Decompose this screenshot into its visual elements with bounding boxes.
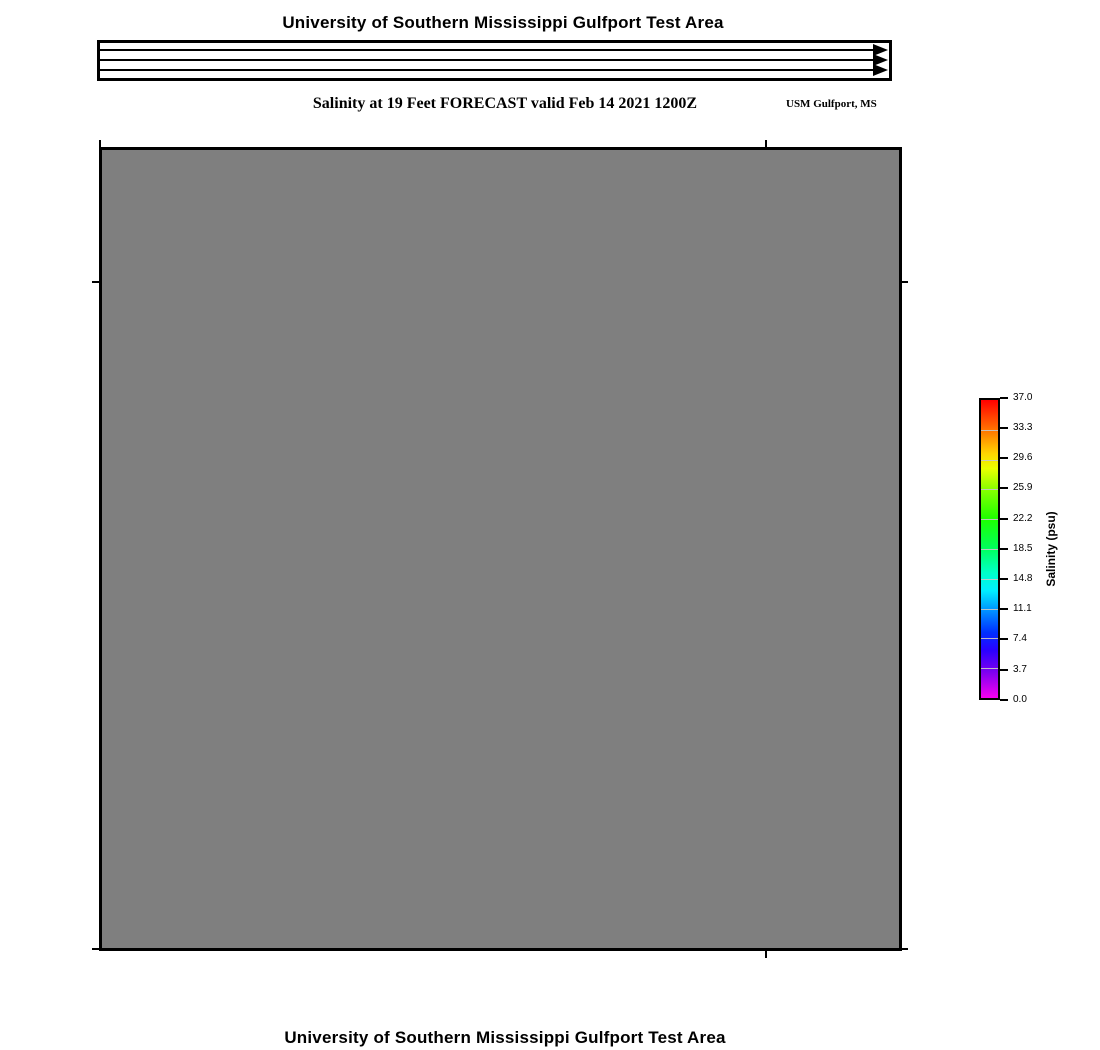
colorbar-tick bbox=[1000, 638, 1008, 640]
colorbar-tick-label: 0.0 bbox=[1013, 694, 1027, 705]
figure-title-top: University of Southern Mississippi Gulfport Test Area bbox=[282, 13, 724, 32]
colorbar-gridline bbox=[981, 579, 998, 580]
colorbar-tick bbox=[1000, 487, 1008, 489]
right-arrow-icon bbox=[873, 64, 888, 76]
colorbar-gridline bbox=[981, 430, 998, 431]
colorbar-tick bbox=[1000, 457, 1008, 459]
colorbar-tick-label: 18.5 bbox=[1013, 543, 1033, 554]
vector-arrow-shaft bbox=[100, 49, 873, 51]
map-plot-area bbox=[99, 147, 902, 951]
colorbar-tick bbox=[1000, 427, 1008, 429]
colorbar-gridline bbox=[981, 519, 998, 520]
colorbar-tick-label: 33.3 bbox=[1013, 422, 1033, 433]
forecast-subtitle: Salinity at 19 Feet FORECAST valid Feb 14 2021 1200Z bbox=[312, 95, 698, 112]
figure-title-bottom: University of Southern Mississippi Gulfport Test Area bbox=[284, 1028, 726, 1047]
vector-key-box bbox=[97, 40, 892, 81]
colorbar-gridline bbox=[981, 549, 998, 550]
colorbar-tick-label: 22.2 bbox=[1013, 513, 1033, 524]
colorbar-axis-label: Salinity (psu) bbox=[1044, 511, 1058, 587]
colorbar-tick-label: 25.9 bbox=[1013, 482, 1033, 493]
colorbar-tick bbox=[1000, 669, 1008, 671]
colorbar-tick-label: 3.7 bbox=[1013, 664, 1027, 675]
colorbar-tick bbox=[1000, 397, 1008, 399]
colorbar-tick bbox=[1000, 608, 1008, 610]
colorbar-tick bbox=[1000, 518, 1008, 520]
colorbar-gridline bbox=[981, 609, 998, 610]
colorbar-tick-label: 14.8 bbox=[1013, 573, 1033, 584]
map-tick-top bbox=[99, 140, 101, 147]
colorbar bbox=[979, 398, 1000, 700]
colorbar-tick bbox=[1000, 548, 1008, 550]
colorbar-tick-label: 7.4 bbox=[1013, 633, 1027, 644]
source-credit: USM Gulfport, MS bbox=[786, 98, 877, 110]
map-tick-left bbox=[92, 281, 99, 283]
map-tick-top bbox=[765, 140, 767, 147]
map-tick-left bbox=[92, 948, 99, 950]
colorbar-gridline bbox=[981, 668, 998, 669]
map-tick-right bbox=[901, 948, 908, 950]
colorbar-tick bbox=[1000, 578, 1008, 580]
colorbar-gridline bbox=[981, 638, 998, 639]
map-tick-right bbox=[901, 281, 908, 283]
map-tick-bottom bbox=[765, 951, 767, 958]
colorbar-gridline bbox=[981, 460, 998, 461]
colorbar-tick bbox=[1000, 699, 1008, 701]
colorbar-tick-label: 29.6 bbox=[1013, 452, 1033, 463]
colorbar-tick-label: 11.1 bbox=[1013, 603, 1032, 614]
vector-arrow-shaft bbox=[100, 69, 873, 71]
colorbar-tick-label: 37.0 bbox=[1013, 392, 1033, 403]
vector-arrow-shaft bbox=[100, 59, 873, 61]
colorbar-gridline bbox=[981, 489, 998, 490]
